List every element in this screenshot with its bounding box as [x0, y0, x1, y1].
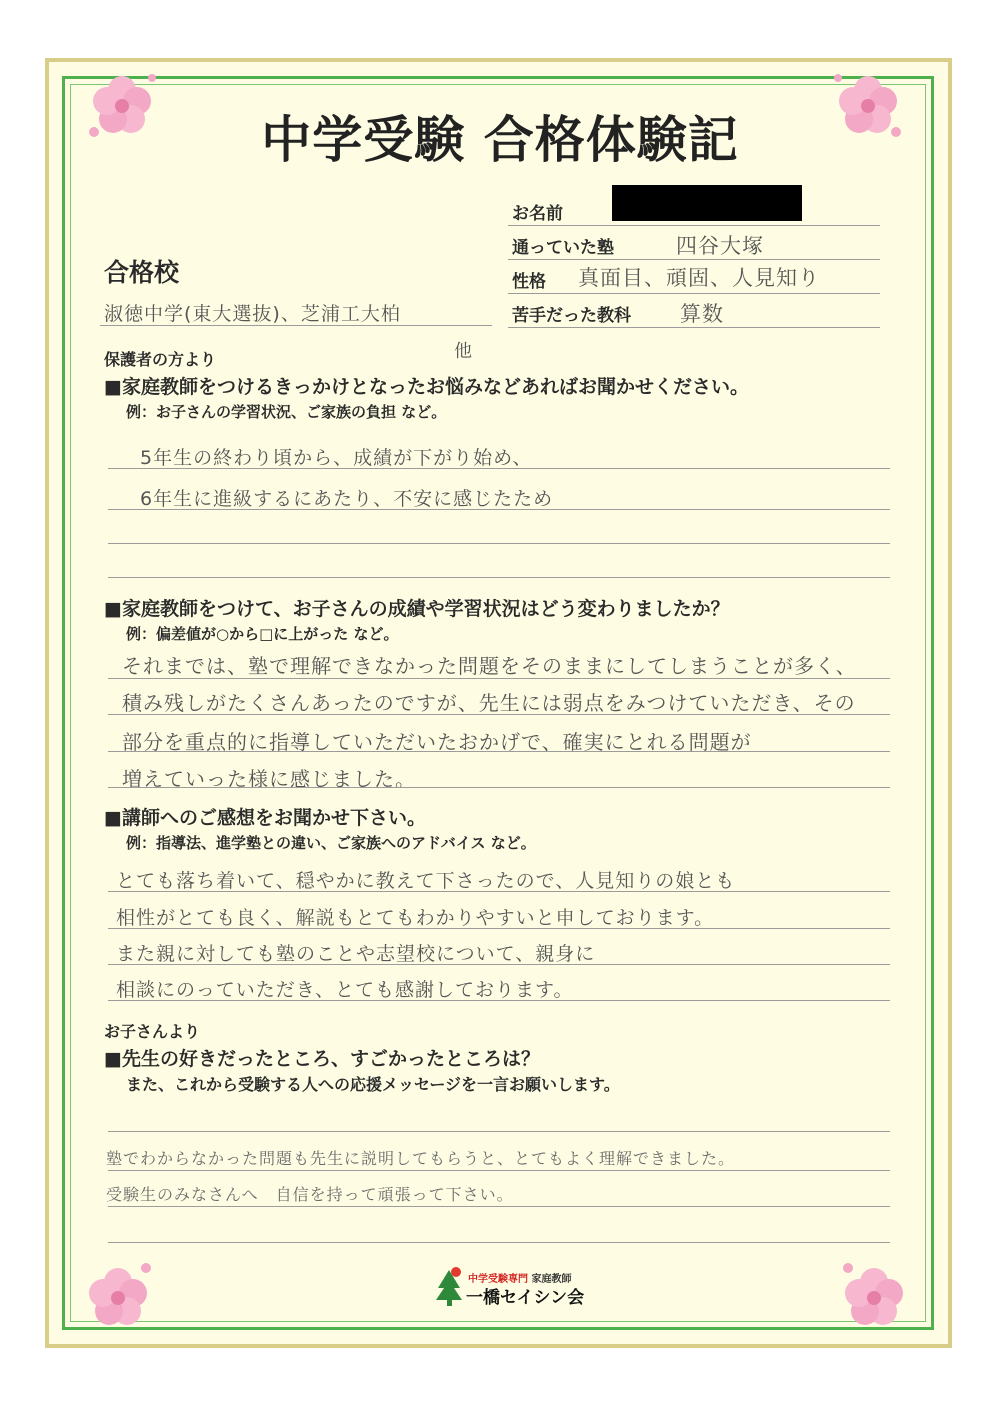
- q3-example: 例：指導法、進学塾との違い、ご家族へのアドバイス など。: [126, 834, 536, 852]
- personality-label: 性格: [512, 272, 546, 292]
- rule-line: [508, 259, 880, 260]
- q4-heading: ■先生の好きだったところ、すごかったところは？: [104, 1048, 540, 1070]
- rule-line: [108, 468, 890, 469]
- q3-answer-line: とても落ち着いて、穏やかに教えて下さったので、人見知りの娘とも: [116, 870, 736, 892]
- tagline-black: 家庭教師: [531, 1274, 572, 1285]
- q2-answer-line: それまでは、塾で理解できなかった問題をそのままにしてしまうことが多く、: [122, 654, 857, 678]
- name-label: お名前: [512, 204, 563, 224]
- q3-answer-line: 相談にのっていただき、とても感謝しております。: [116, 979, 574, 1001]
- q1-answer-line: 5年生の終わり頃から、成績が下がり始め、: [140, 447, 533, 469]
- page-title: 中学受験 合格体験記: [261, 110, 739, 169]
- rule-line: [108, 1242, 890, 1243]
- juku-value: 四谷大塚: [676, 234, 764, 258]
- juku-label: 通っていた塾: [512, 238, 614, 258]
- tagline-red: 中学受験専門: [468, 1274, 528, 1285]
- q2-heading: ■家庭教師をつけて、お子さんの成績や学習状況はどう変わりましたか？: [104, 598, 730, 620]
- school-value: 淑徳中学(東大選抜)、芝浦工大柏: [104, 303, 401, 325]
- rule-line: [100, 325, 492, 326]
- rule-line: [108, 1206, 890, 1207]
- q3-heading: ■講師へのご感想をお聞かせ下さい。: [104, 807, 426, 829]
- weak-subject-value: 算数: [680, 302, 724, 326]
- rule-line: [108, 714, 890, 715]
- rule-line: [108, 1170, 890, 1171]
- flower-icon: [78, 1258, 158, 1338]
- rule-line: [108, 964, 890, 965]
- school-suffix: 他: [454, 341, 473, 362]
- rule-line: [108, 1000, 890, 1001]
- q1-example: 例：お子さんの学習状況、ご家族の負担 など。: [126, 403, 447, 421]
- q2-answer-line: 増えていった様に感じました。: [122, 767, 416, 791]
- rule-line: [108, 1131, 890, 1132]
- rule-line: [108, 509, 890, 510]
- q3-answer-line: 相性がとても良く、解説もとてもわかりやすいと申しております。: [116, 907, 715, 929]
- rule-line: [108, 891, 890, 892]
- rule-line: [108, 678, 890, 679]
- flower-icon: [834, 1258, 914, 1338]
- rule-line: [108, 751, 890, 752]
- q4-answer-line: 塾でわからなかった問題も先生に説明してもらうと、とてもよく理解できました。: [106, 1149, 736, 1168]
- q3-answer-line: また親に対しても塾のことや志望校について、親身に: [116, 943, 596, 965]
- q1-heading: ■家庭教師をつけるきっかけとなったお悩みなどあればお聞かせください。: [104, 376, 749, 398]
- name-redaction: [612, 185, 802, 221]
- q2-example: 例：偏差値が○から□に上がった など。: [126, 625, 399, 643]
- rule-line: [108, 928, 890, 929]
- rule-line: [108, 577, 890, 578]
- school-label: 合格校: [104, 258, 180, 287]
- rule-line: [108, 787, 890, 788]
- rule-line: [508, 225, 880, 226]
- q2-answer-line: 積み残しがたくさんあったのですが、先生には弱点をみつけていただき、その: [122, 691, 856, 715]
- rule-line: [508, 327, 880, 328]
- guardian-label: 保護者の方より: [104, 350, 217, 369]
- q2-answer-line: 部分を重点的に指導していただいたおかげで、確実にとれる問題が: [122, 730, 752, 754]
- brand-name: 一橋セイシン会: [466, 1288, 585, 1308]
- weak-subject-label: 苦手だった教科: [512, 306, 631, 326]
- q4-answer-line: 受験生のみなさんへ 自信を持って頑張って下さい。: [106, 1185, 514, 1204]
- tree-logo-icon: [436, 1266, 466, 1306]
- q1-answer-line: 6年生に進級するにあたり、不安に感じたため: [140, 488, 554, 510]
- rule-line: [508, 293, 880, 294]
- personality-value: 真面目、頑固、人見知り: [578, 266, 820, 290]
- q4-subheading: また、これから受験する人への応援メッセージを一言お願いします。: [126, 1075, 620, 1094]
- rule-line: [108, 543, 890, 544]
- child-label: お子さんより: [104, 1022, 201, 1041]
